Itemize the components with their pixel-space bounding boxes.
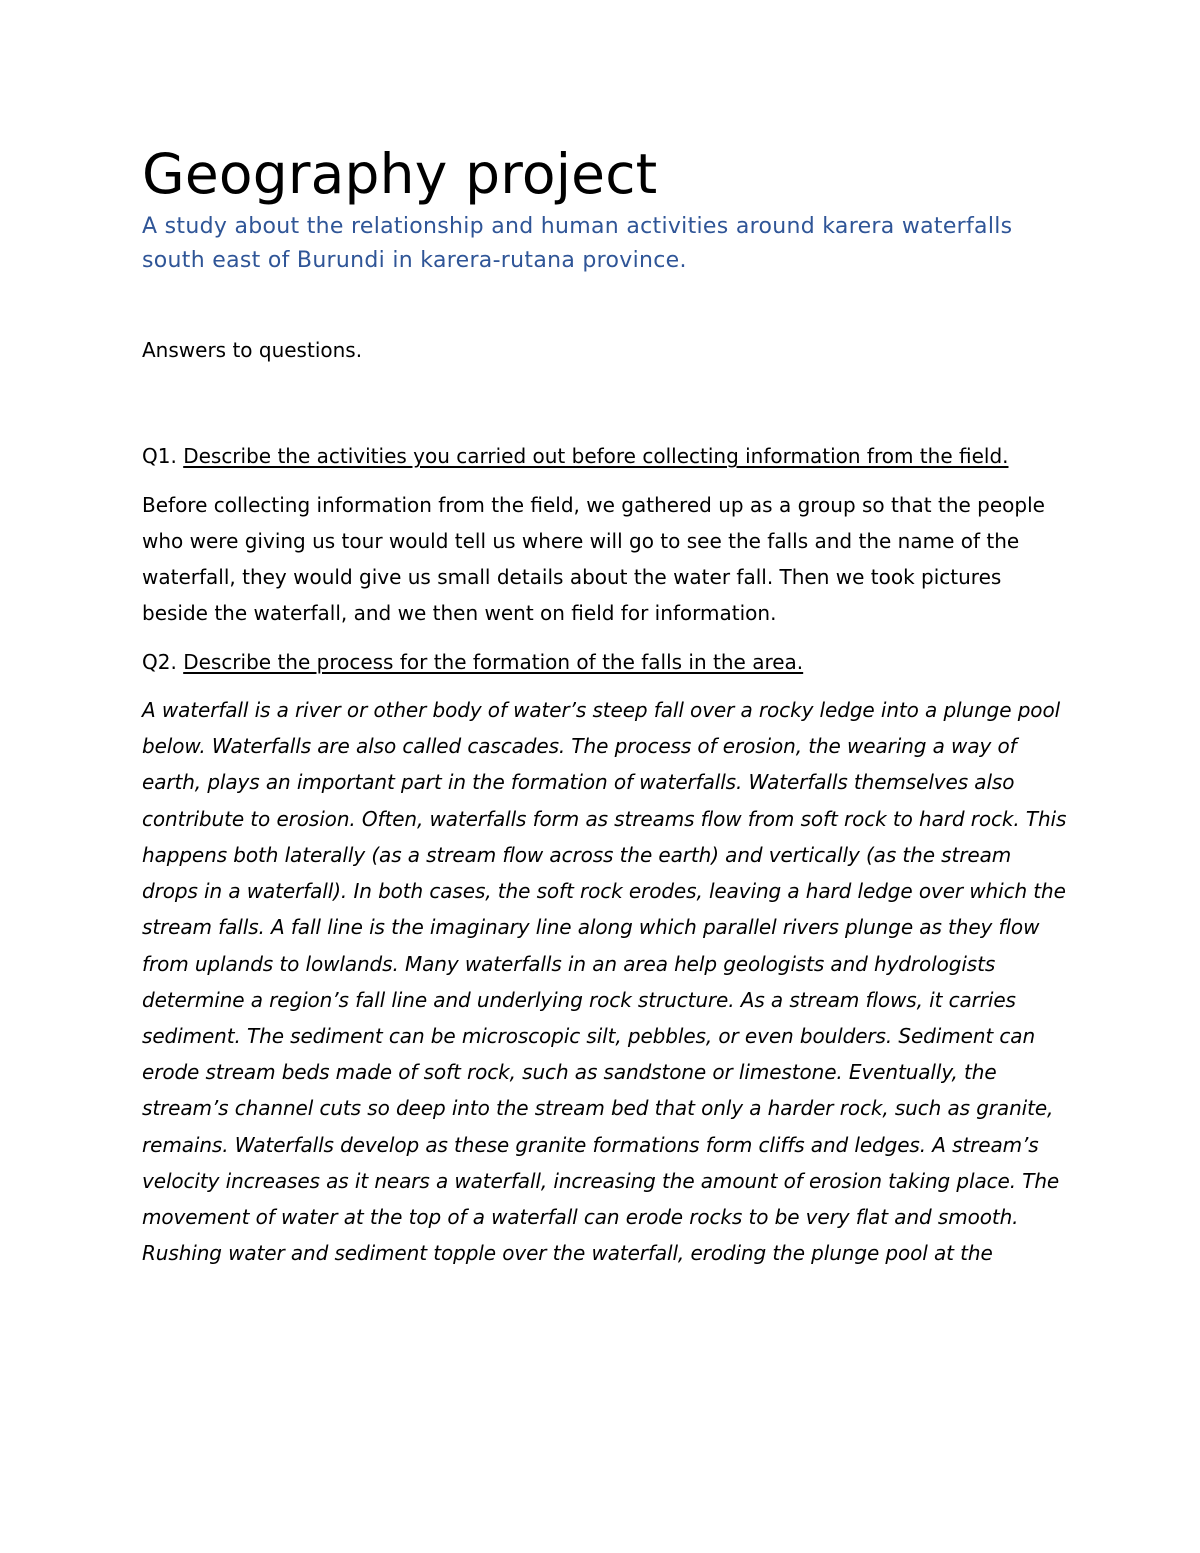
answer-2: A waterfall is a river or other body of water’s steep fall over a rocky ledge into a plunge pool below. Waterfalls are also called cascades. The process of erosion, the wearing a way of earth, plays an important part in the formation of waterfalls. Waterfalls themselves also contribute to erosion. Often, waterfalls form as streams flow from soft rock to hard rock. This happens both laterally (as a stream flow across the earth) and vertically (as the stream drops in a waterfall). In both cases, the soft rock erodes, leaving a hard ledge over which the stream falls. A fall line is the imaginary line along which parallel rivers plunge as they flow from uplands to lowlands. Many waterfalls in an area help geologists and hydrologists determine a region’s fall line and underlying rock structure. As a stream flows, it carries sediment. The sediment can be microscopic silt, pebbles, or even boulders. Sediment can erode stream beds made of soft rock, such as sandstone or limestone. Eventually, the stream’s channel cuts so deep into the stream bed that only a harder rock, such as granite, remains. Waterfalls develop as these granite formations form cliffs and ledges. A stream’s velocity increases as it nears a waterfall, increasing the amount of erosion taking place. The movement of water at the top of a waterfall can erode rocks to be very flat and smooth. Rushing water and sediment topple over the waterfall, eroding the plunge pool at the [142,698,1067,1266]
question-2-number: Q2. [142,649,177,674]
document-content [142,138,1067,1291]
question-2-text: Describe the process for the formation of the falls in the area. [183,649,804,674]
document-title: Geography project [142,142,658,206]
answers-heading: Answers to questions. [142,338,363,362]
document-subtitle: A study about the relationship and human activities around karera waterfalls south east of Burundi in karera-rutana province. [142,214,1013,273]
answer-1: Before collecting information from the field, we gathered up as a group so that the people who were giving us tour would tell us where will go to see the falls and the name of the waterfall, they would give us small details about the water fall. Then we took pictures beside the waterfall, and we then went on field for information. [142,492,1045,626]
question-1 [142,438,1067,474]
question-1-number: Q1. [142,444,177,469]
question-2 [142,644,1067,680]
question-1-text: Describe the activities you carried out before collecting information from the field. [183,444,1009,469]
